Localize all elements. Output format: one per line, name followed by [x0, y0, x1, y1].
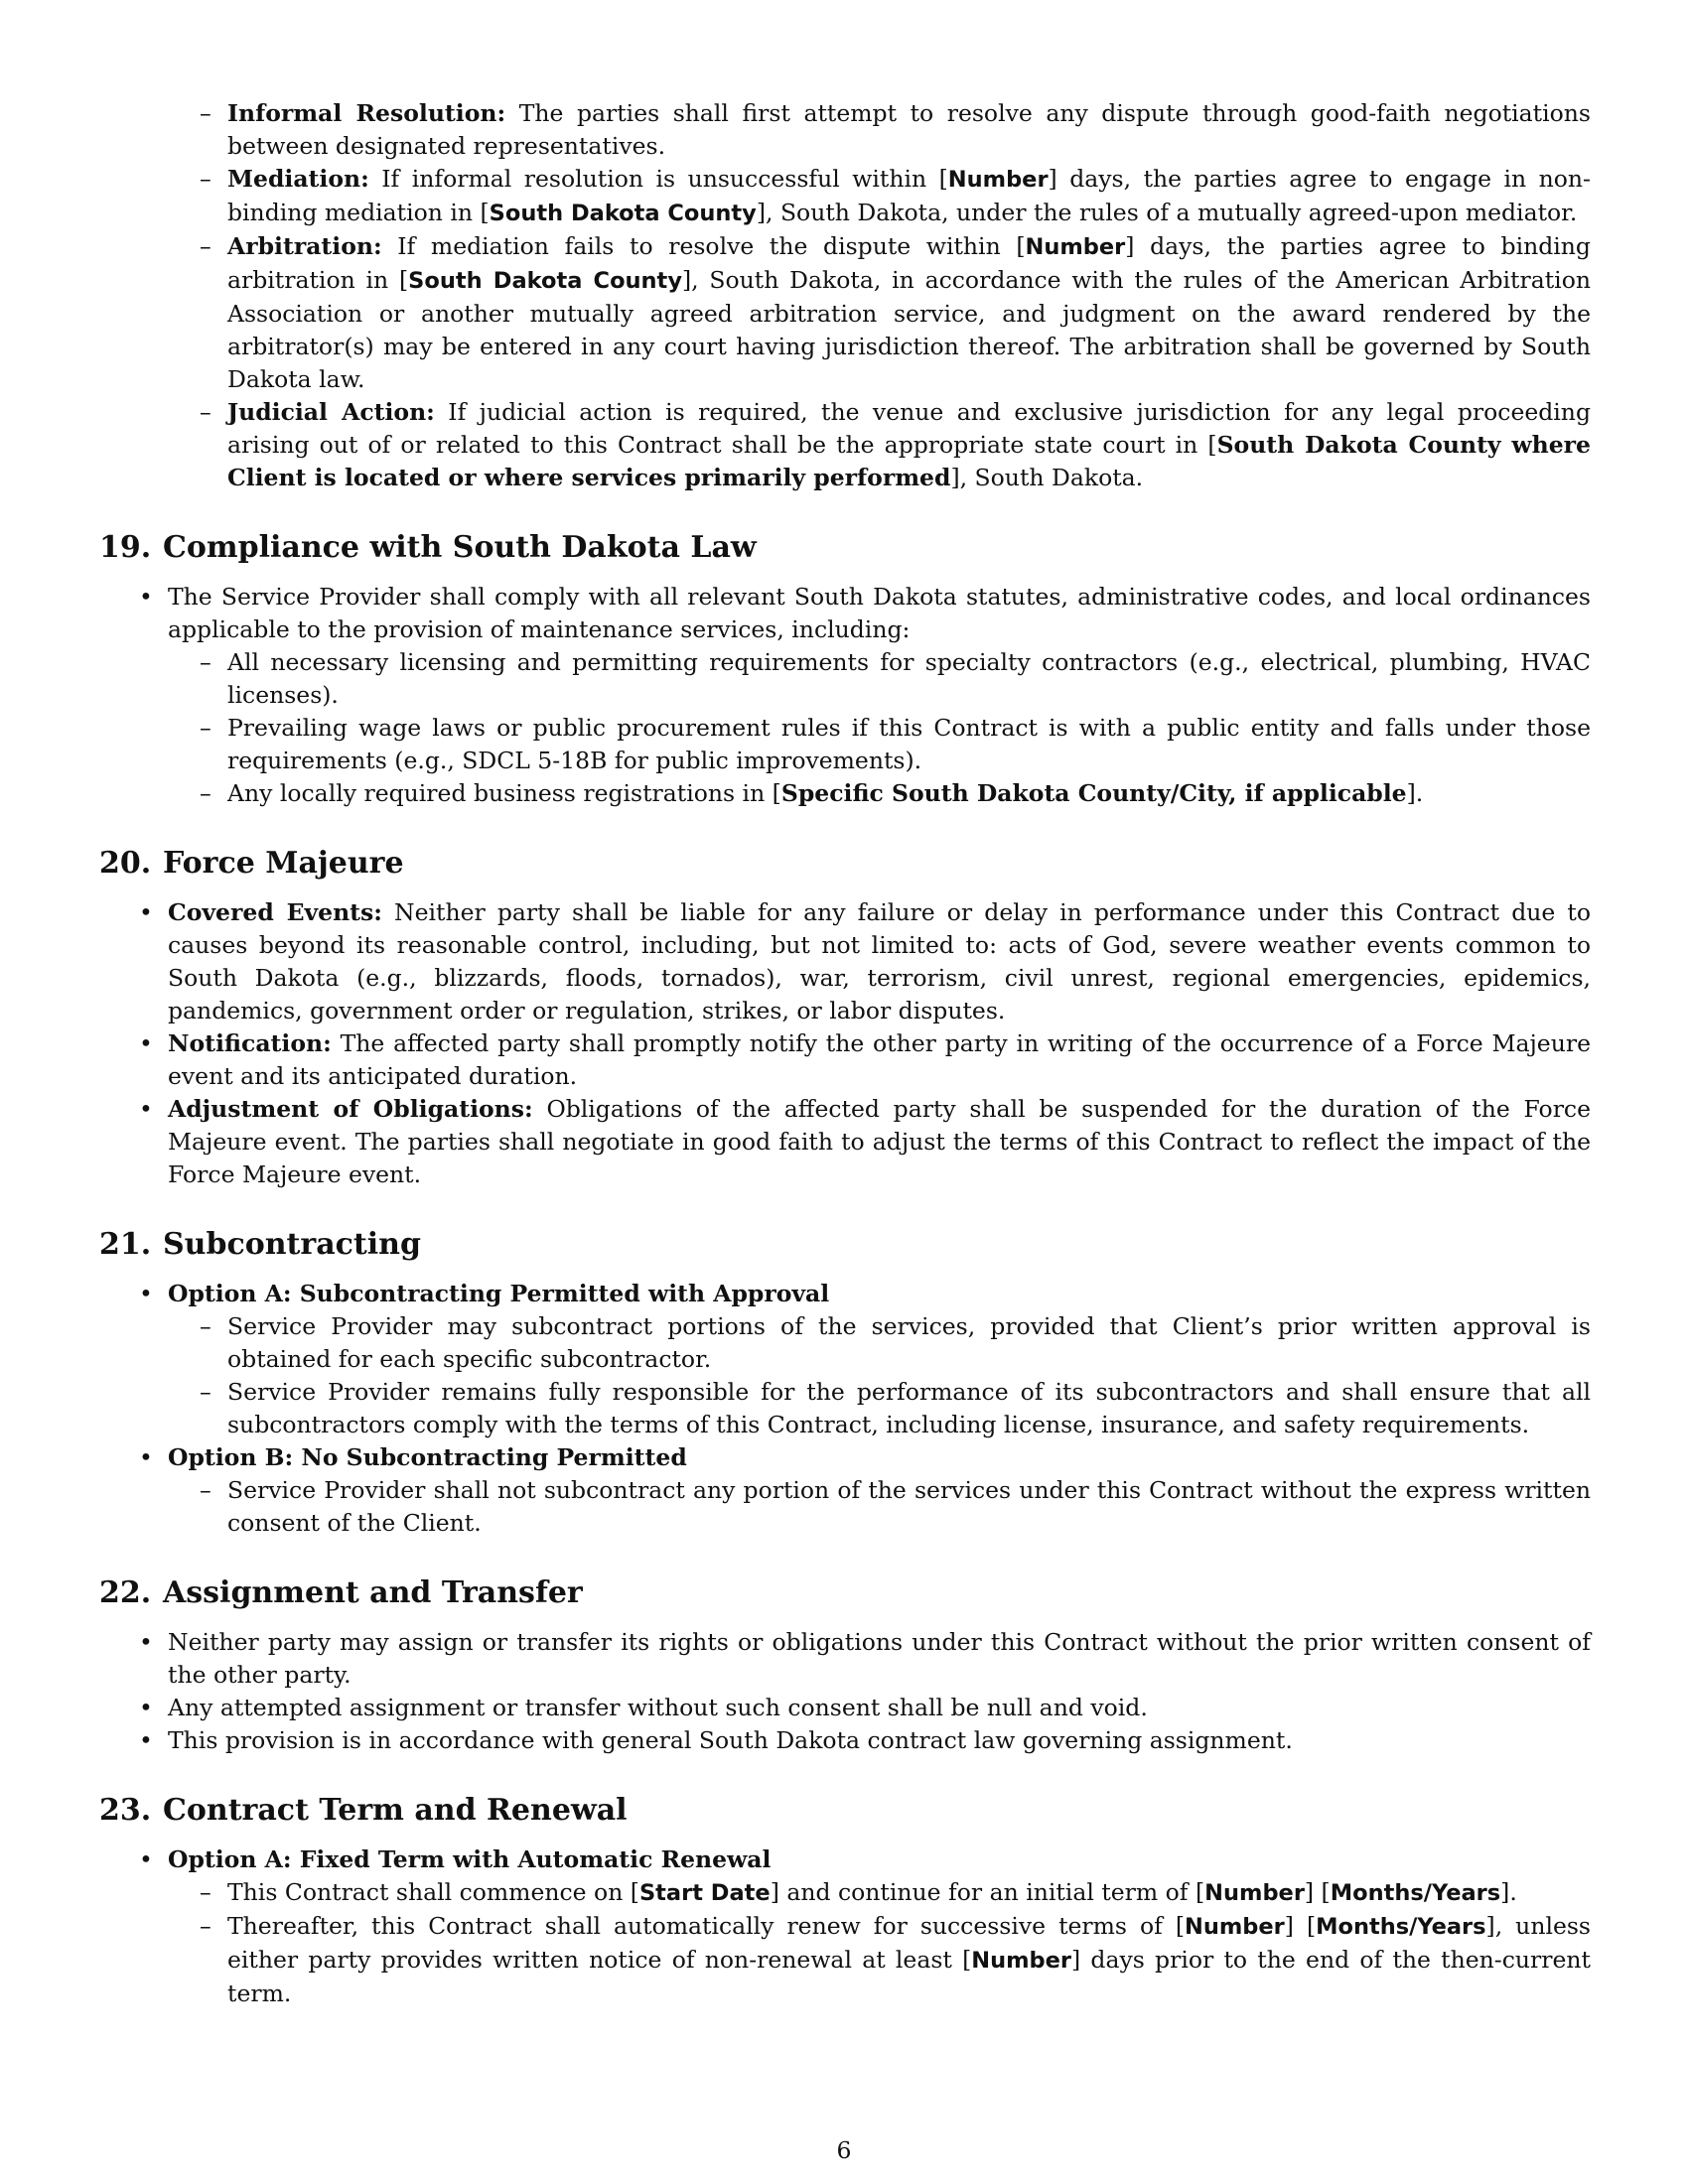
list-item: • The Service Provider shall comply with all relevant South Dakota statutes, administrative codes, and local ordinances applicable to the provision of maintenance services, including: – All necessary licensing and permitting requirements for specialty contractors (e.g., electrical, plumbing, HVAC licenses). – Prevailing wage laws or public procurement rules if this Contract is with a public entity and falls under those requirements (e.g., SDCL 5-18B for public improvements). – Any locally required business registrations in [Specific South Dakota County/City, if applicable].	[99, 581, 1591, 810]
list-item: – Mediation: If informal resolution is unsuccessful within [Number] days, the parties agree to engage in non-binding mediation in [South Dakota County], South Dakota, under the rules of a mutually agreed-upon mediator.	[99, 163, 1591, 230]
list-item: • Any attempted assignment or transfer without such consent shall be null and void.	[99, 1692, 1591, 1724]
dispute-resolution-list	[99, 97, 1591, 494]
list-item: • Option B: No Subcontracting Permitted – Service Provider shall not subcontract any portion of the services under this Contract without the express written consent of the Client.	[99, 1441, 1591, 1540]
contract-page	[99, 97, 1591, 2010]
list-item: • Neither party may assign or transfer its rights or obligations under this Contract without the prior written consent of the other party.	[99, 1626, 1591, 1692]
list-item: • Covered Events: Neither party shall be liable for any failure or delay in performance under this Contract due to causes beyond its reasonable control, including, but not limited to: acts of God, severe weather events common to South Dakota (e.g., blizzards, floods, tornados), war, terrorism, civil unrest, regional emergencies, epidemics, pandemics, government order or regulation, strikes, or labor disputes.	[99, 896, 1591, 1027]
list-item: – Informal Resolution: The parties shall first attempt to resolve any dispute through good-faith negotiations between designated representatives.	[99, 97, 1591, 163]
page-number: 6	[836, 2136, 852, 2164]
section-heading-21: 21. Subcontracting	[99, 1227, 421, 1262]
list-item: – Service Provider shall not subcontract any portion of the services under this Contract without the express written consent of the Client.	[168, 1474, 1591, 1540]
list-item: – Judicial Action: If judicial action is required, the venue and exclusive jurisdiction for any legal proceeding arising out of or related to this Contract shall be the appropriate state court in [South Dakota County where Client is located or where services primarily performed], South Dakota.	[99, 396, 1591, 494]
list-item: – Any locally required business registrations in [Specific South Dakota County/City, if applicable].	[168, 777, 1591, 810]
list-item: • Notification: The affected party shall promptly notify the other party in writing of the occurrence of a Force Majeure event and its anticipated duration.	[99, 1027, 1591, 1093]
list-item: – Thereafter, this Contract shall automatically renew for successive terms of [Number] [Months/Years], unless either party provides written notice of non-renewal at least [Number] days prior to the end of the then-current term.	[168, 1910, 1591, 2010]
list-item: – Prevailing wage laws or public procurement rules if this Contract is with a public entity and falls under those requirements (e.g., SDCL 5-18B for public improvements).	[168, 712, 1591, 777]
list-item: • Option A: Subcontracting Permitted with Approval – Service Provider may subcontract portions of the services, provided that Client’s prior written approval is obtained for each specific subcontractor. – Service Provider remains fully responsible for the performance of its subcontractors and shall ensure that all subcontractors comply with the terms of this Contract, including license, insurance, and safety requirements.	[99, 1278, 1591, 1441]
list-item: • This provision is in accordance with general South Dakota contract law governing assignment.	[99, 1724, 1591, 1757]
list-item: • Adjustment of Obligations: Obligations of the affected party shall be suspended for the duration of the Force Majeure event. The parties shall negotiate in good faith to adjust the terms of this Contract to reflect the impact of the Force Majeure event.	[99, 1093, 1591, 1191]
section-heading-22: 22. Assignment and Transfer	[99, 1575, 583, 1610]
section-heading-19: 19. Compliance with South Dakota Law	[99, 530, 757, 565]
section-heading-23: 23. Contract Term and Renewal	[99, 1793, 628, 1828]
section-heading-20: 20. Force Majeure	[99, 846, 404, 881]
list-item: – This Contract shall commence on [Start Date] and continue for an initial term of [Number] [Months/Years].	[168, 1876, 1591, 1910]
list-item: – Service Provider remains fully responsible for the performance of its subcontractors and shall ensure that all subcontractors comply with the terms of this Contract, including license, insurance, and safety requirements.	[168, 1376, 1591, 1441]
list-item: • Option A: Fixed Term with Automatic Renewal – This Contract shall commence on [Start Date] and continue for an initial term of [Number] [Months/Years]. – Thereafter, this Contract shall automatically renew for successive terms of [Number] [Months/Years], unless either party provides written notice of non-renewal at least [Number] days prior to the end of the then-current term.	[99, 1843, 1591, 2010]
list-item: – Service Provider may subcontract portions of the services, provided that Client’s prior written approval is obtained for each specific subcontractor.	[168, 1310, 1591, 1376]
list-item: – Arbitration: If mediation fails to resolve the dispute within [Number] days, the parties agree to binding arbitration in [South Dakota County], South Dakota, in accordance with the rules of the American Arbitration Association or another mutually agreed arbitration service, and judgment on the award rendered by the arbitrator(s) may be entered in any court having jurisdiction thereof. The arbitration shall be governed by South Dakota law.	[99, 230, 1591, 396]
list-item: – All necessary licensing and permitting requirements for specialty contractors (e.g., electrical, plumbing, HVAC licenses).	[168, 646, 1591, 712]
